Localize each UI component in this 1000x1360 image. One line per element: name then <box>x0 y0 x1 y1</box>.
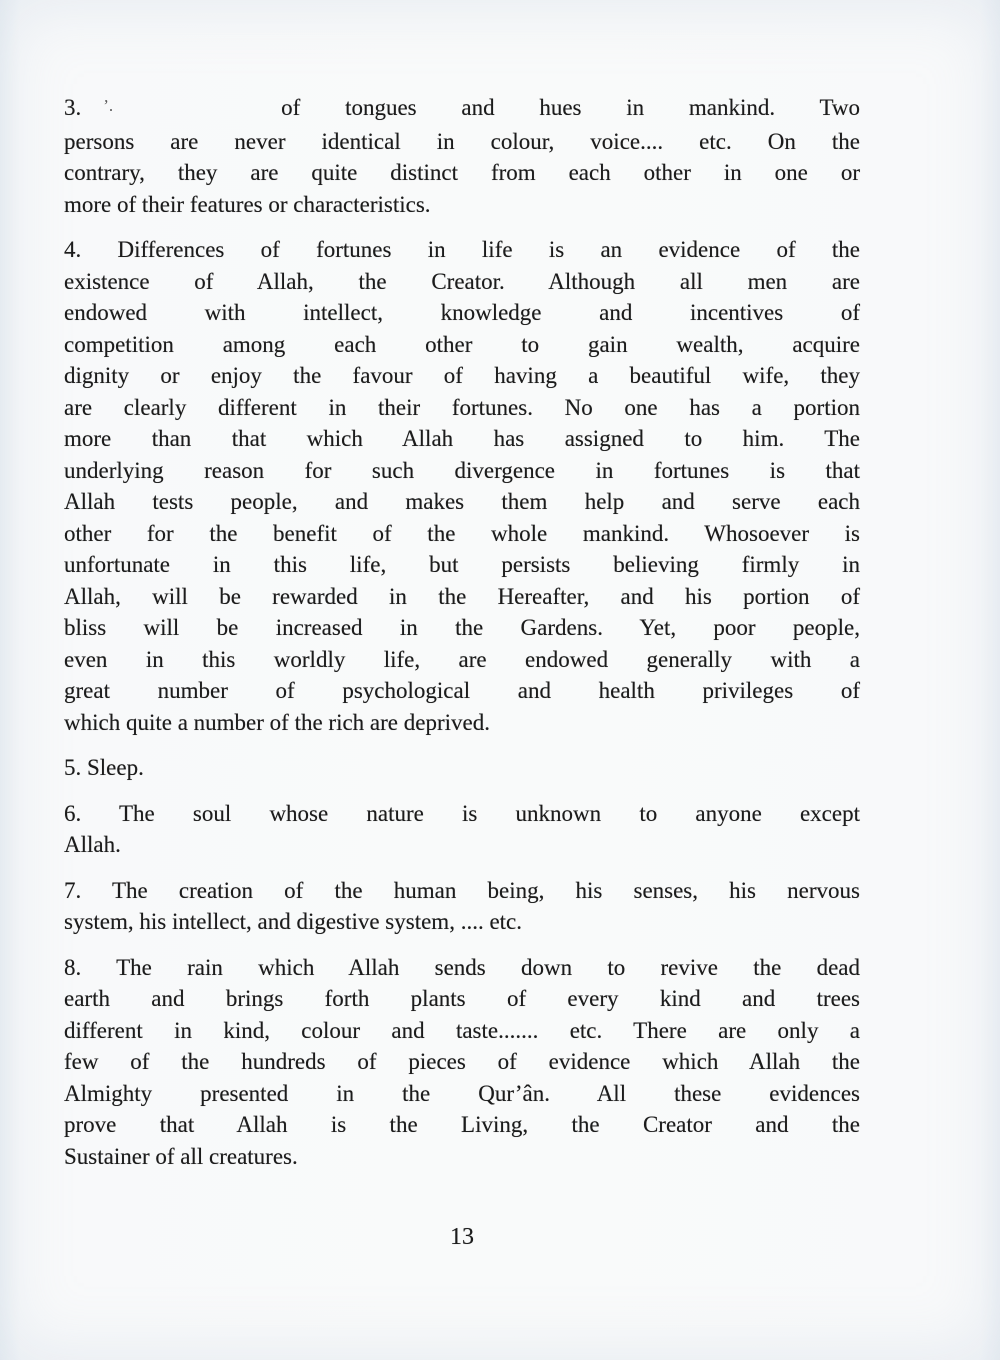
text-line: Allah. <box>64 832 121 857</box>
text-line: more than that which Allah has assigned to him. The <box>64 426 860 451</box>
page-number: 13 <box>450 1224 474 1250</box>
text-line: existence of Allah, the Creator. Although all men are <box>64 268 860 294</box>
page-text <box>64 92 860 1186</box>
text-line: system, his intellect, and digestive system, .... etc. <box>64 909 523 934</box>
text-line: 5. Sleep. <box>64 755 144 780</box>
text-line: Sustainer of all creatures. <box>64 1143 298 1169</box>
paragraph-5 <box>64 752 860 784</box>
paragraph-3 <box>64 92 860 220</box>
text-line: dignity or enjoy the favour of having a beautiful wife, they <box>64 363 860 388</box>
text-line: different in kind, colour and taste....... etc. There are only a <box>64 1017 860 1043</box>
text-line: 8. The rain which Allah sends down to revive the dead <box>64 954 860 980</box>
text-line: are clearly different in their fortunes. No one has a portion <box>64 394 860 420</box>
text-line: 7. The creation of the human being, his senses, his nervous <box>64 877 860 903</box>
text-line: even in this worldly life, are endowed generally with a <box>64 646 860 672</box>
paragraph-7 <box>64 875 860 938</box>
text-line: competition among each other to gain wealth, acquire <box>64 331 860 357</box>
text-line: unfortunate in this life, but persists believing firmly in <box>64 552 860 577</box>
text-line: endowed with intellect, knowledge and incentives of <box>64 300 860 325</box>
list-number: 3. <box>64 95 82 120</box>
faded-print-mark: ’. <box>103 96 114 115</box>
text-line <box>64 92 860 126</box>
text-line: which quite a number of the rich are deprived. <box>64 709 490 735</box>
paragraph-6 <box>64 798 860 861</box>
text-line: few of the hundreds of pieces of evidence which Allah the <box>64 1049 860 1074</box>
text-line: contrary, they are quite distinct from each other in one or <box>64 160 860 185</box>
text-line: underlying reason for such divergence in fortunes is that <box>64 457 860 483</box>
text-line: 6. The soul whose nature is unknown to anyone except <box>64 800 860 826</box>
text-line: prove that Allah is the Living, the Creator and the <box>64 1112 860 1137</box>
text-line: Almighty presented in the Qur’ân. All these evidences <box>64 1080 860 1106</box>
text-line: other for the benefit of the whole mankind. Whosoever is <box>64 520 860 546</box>
text-line: more of their features or characteristics. <box>64 191 431 217</box>
text-line: 4. Differences of fortunes in life is an evidence of the <box>64 237 860 262</box>
text-line: bliss will be increased in the Gardens. Yet, poor people, <box>64 615 860 640</box>
paragraph-4 <box>64 234 860 738</box>
text-line: persons are never identical in colour, voice.... etc. On the <box>64 128 860 154</box>
text-line: Allah, will be rewarded in the Hereafter, and his portion of <box>64 583 860 609</box>
text-line: Allah tests people, and makes them help and serve each <box>64 489 860 514</box>
text-line-fragment: of tongues and hues in mankind. Two <box>281 95 860 120</box>
text-line: great number of psychological and health privileges of <box>64 678 860 703</box>
paragraph-8 <box>64 952 860 1173</box>
text-line: earth and brings forth plants of every kind and trees <box>64 986 860 1011</box>
